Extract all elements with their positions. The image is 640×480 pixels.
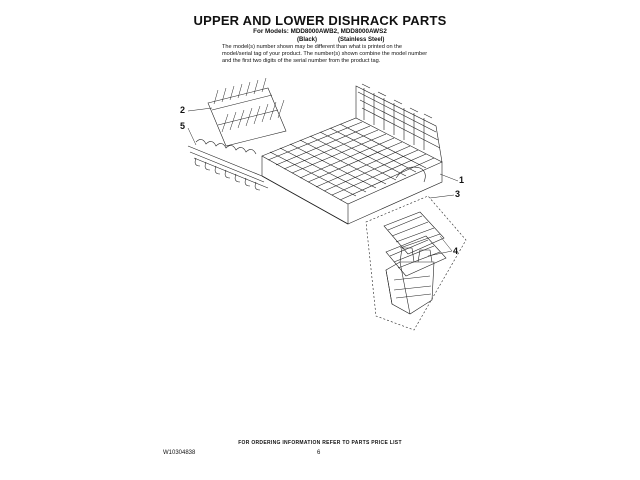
page-number: 6 (317, 450, 321, 456)
part-1-lower-rack (262, 84, 442, 224)
part-5-wire-row (188, 139, 268, 190)
document-part-number: W10304838 (163, 450, 196, 456)
callout-3: 3 (455, 189, 461, 199)
models-line: For Models: MDD8000AWB2, MDD8000AWS2 (253, 28, 387, 35)
part-3-silverware-basket (366, 196, 466, 330)
model-number-note: The model(s) number shown may be different than what is printed on the model/serial tag of your product. The number(s) shown combine the model number and the first two digits of the serial number from the product tag. (222, 44, 428, 64)
callout-4: 4 (453, 246, 459, 256)
callout-1: 1 (459, 175, 465, 185)
callout-2: 2 (180, 105, 186, 115)
finish-black-label: (Black) (297, 37, 318, 43)
part-2-tine-row (208, 78, 286, 146)
finish-stainless-label: (Stainless Steel) (338, 37, 385, 43)
callout-5: 5 (180, 121, 186, 131)
page-title: UPPER AND LOWER DISHRACK PARTS (193, 13, 447, 28)
ordering-info: FOR ORDERING INFORMATION REFER TO PARTS PRICE LIST (238, 440, 402, 446)
